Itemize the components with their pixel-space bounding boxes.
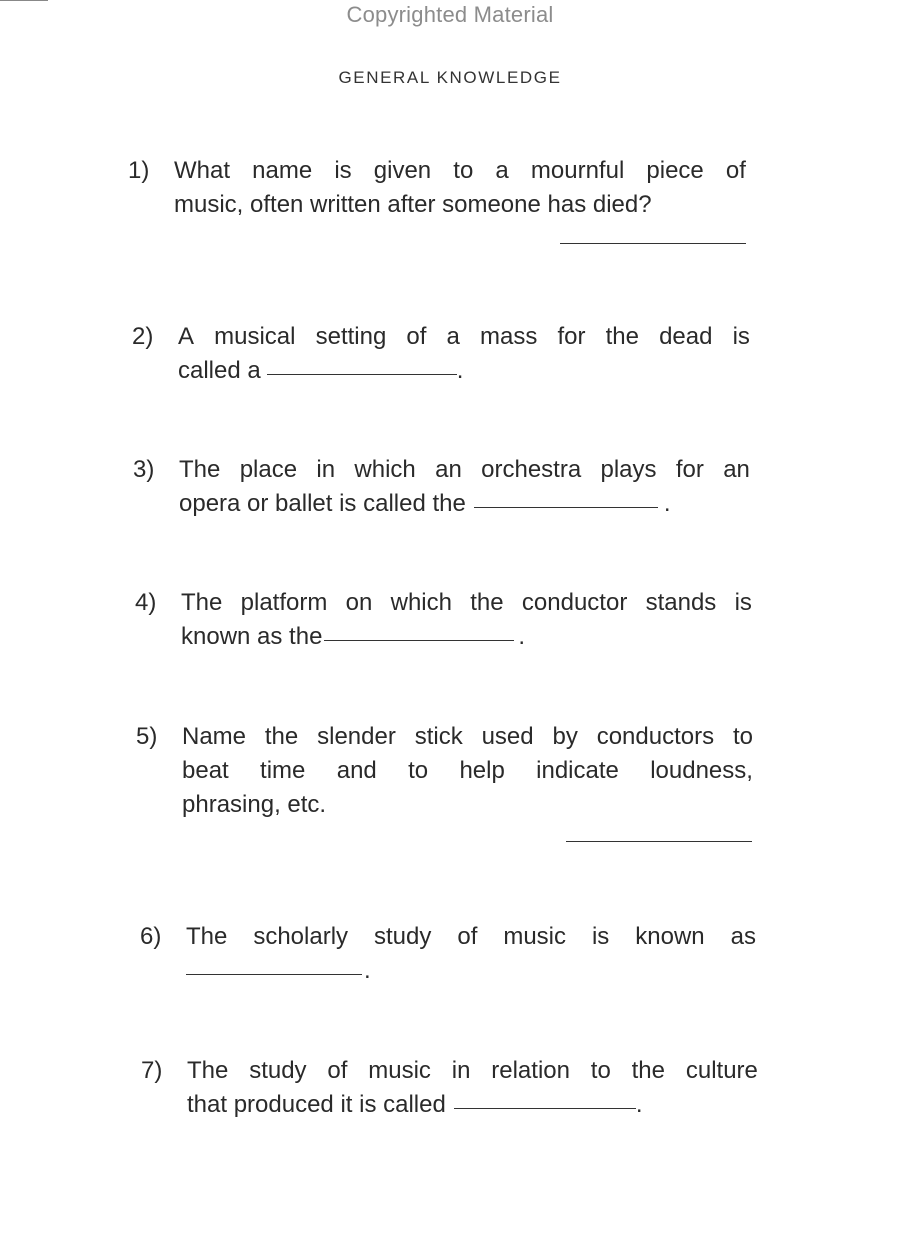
word: slender [317,723,396,750]
question-text-line: . [518,623,526,650]
word: study [249,1057,307,1084]
word: What [174,157,231,184]
answer-blank-7[interactable] [454,1088,636,1109]
word: by [552,723,578,750]
word: for [557,323,586,350]
word: help [459,757,505,784]
answer-blank-5[interactable] [566,841,752,842]
word: to [453,157,474,184]
question-6 [140,920,756,988]
question-number: 2) [132,323,154,350]
word: music [503,923,566,950]
word: relation [491,1057,570,1084]
question-text-line: phrasing, etc. [182,791,327,818]
word: is [732,323,750,350]
word: known [635,923,705,950]
question-number: 5) [136,723,158,750]
word: piece [646,157,704,184]
question-text-line: music, often written after someone has died? [174,191,652,218]
word: stands [645,589,717,616]
word: on [345,589,373,616]
question-5 [136,720,753,822]
word: as [730,923,756,950]
word: The [181,589,223,616]
word: A [178,323,195,350]
word: dead [659,323,713,350]
word: the [631,1057,666,1084]
word: setting [315,323,387,350]
question-text-line: that produced it is called [187,1091,446,1118]
word: loudness, [650,757,753,784]
word: is [334,157,352,184]
answer-blank-6[interactable] [186,954,362,975]
word: which [390,589,452,616]
answer-blank-4[interactable] [324,620,514,641]
word: is [591,923,610,950]
word: time [260,757,306,784]
question-text-line [187,1054,758,1088]
question-text-line: . [456,357,464,384]
word: an [723,456,750,483]
question-number: 4) [135,589,157,616]
word: for [675,456,704,483]
word: The [187,1057,229,1084]
word: is [734,589,752,616]
question-number: 1) [128,157,150,184]
word: in [451,1057,471,1084]
word: culture [685,1057,758,1084]
question-text-line: opera or ballet is called the [179,490,466,517]
word: to [408,757,429,784]
word: a [495,157,509,184]
word: in [316,456,336,483]
word: to [732,723,753,750]
answer-blank-1[interactable] [560,243,746,244]
question-text-line: known as the [181,623,323,650]
question-text-line: called a [178,357,261,384]
word: beat [182,757,229,784]
word: mournful [530,157,625,184]
word: of [406,323,427,350]
copyright-watermark: Copyrighted Material [346,2,554,27]
question-2 [132,320,750,388]
word: given [373,157,432,184]
word: the [605,323,639,350]
question-text-line [179,453,750,487]
question-number: 7) [141,1057,163,1084]
word: of [457,923,478,950]
question-1 [128,154,746,222]
question-7 [141,1054,758,1122]
question-number: 3) [133,456,155,483]
answer-blank-3[interactable] [474,487,658,508]
word: place [239,456,298,483]
word: an [435,456,462,483]
word: conductors [596,723,715,750]
question-text-line [174,154,746,188]
word: to [590,1057,611,1084]
page-corner-mark [0,0,48,1]
word: the [264,723,299,750]
section-title: GENERAL KNOWLEDGE [338,68,562,87]
word: mass [480,323,538,350]
word: The [179,456,221,483]
question-text-line [182,754,753,788]
word: the [470,589,504,616]
word: which [354,456,416,483]
word: of [327,1057,348,1084]
question-text-line: . [635,1091,643,1118]
word: orchestra [481,456,582,483]
word: scholarly [253,923,349,950]
word: study [374,923,432,950]
word: used [481,723,534,750]
question-text-line: . [364,957,371,984]
word: stick [414,723,463,750]
word: and [336,757,377,784]
question-text-line [186,920,756,954]
word: of [725,157,746,184]
word: musical [214,323,296,350]
word: conductor [521,589,628,616]
question-text-line [178,320,750,354]
question-text-line [181,586,752,620]
question-number: 6) [140,923,162,950]
word: name [252,157,313,184]
answer-blank-2[interactable] [267,354,457,375]
question-text-line: . [663,490,671,517]
word: The [186,923,228,950]
word: indicate [536,757,619,784]
word: Name [182,723,247,750]
word: platform [240,589,328,616]
question-4 [135,586,752,654]
question-text-line [182,720,753,754]
word: a [446,323,460,350]
word: music [368,1057,431,1084]
question-3 [133,453,750,521]
word: plays [600,456,657,483]
